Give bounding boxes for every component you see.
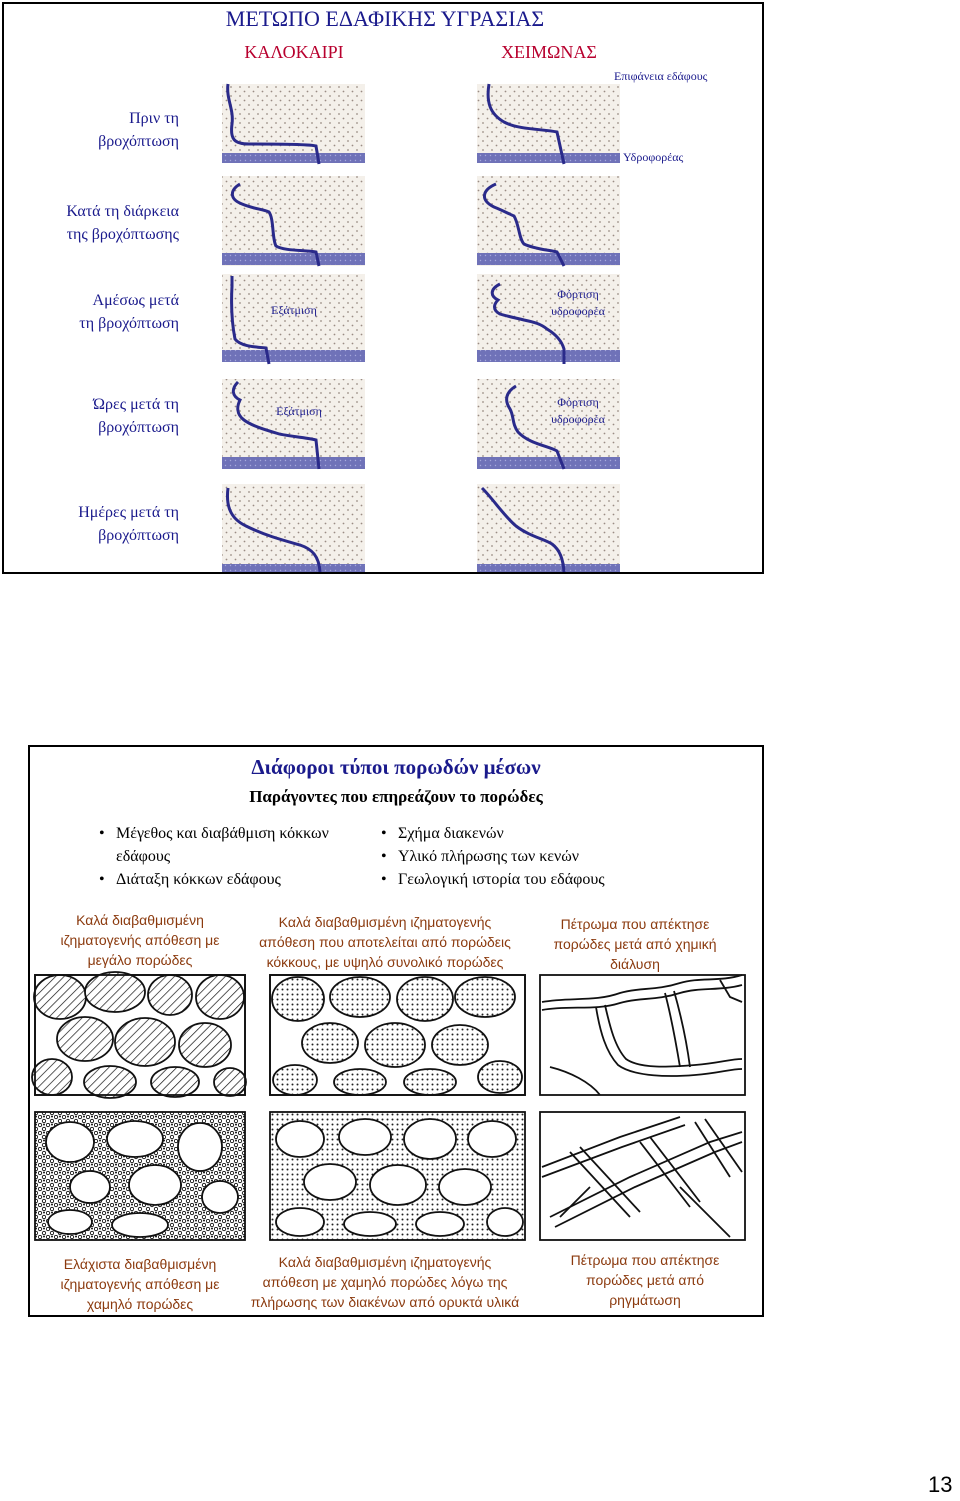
caption-line: διάλυση [610, 956, 660, 972]
caption-line: ιζηματογενής απόθεση με [60, 932, 220, 948]
profile-winter-before [477, 84, 620, 164]
caption-line: κόκκους, με υψηλό συνολικό πορώδες [266, 954, 504, 970]
legend-soil-surface: Επιφάνεια εδάφους [614, 69, 708, 83]
drawing-poorly-sorted-low-porosity [35, 1112, 245, 1240]
caption-poorly-sorted [30, 1254, 250, 1314]
caption-mineral-filled [235, 1252, 535, 1312]
caption-line: απόθεση με χαμηλό πορώδες λόγω της [262, 1274, 508, 1290]
page-number: 13 [928, 1472, 953, 1497]
row-label-line: Αμέσως μετά [92, 292, 179, 309]
slide2-title: Διάφοροι τύποι πορωδών μέσων [251, 755, 541, 779]
profile-summer-hours-after [222, 379, 365, 469]
bullet-item: • Γεωλογική ιστορία του εδάφους [378, 868, 678, 891]
drawing-cemented-low-porosity [270, 1112, 525, 1240]
label-evaporation-row4: Εξάτμιση [276, 404, 322, 418]
caption-line: πλήρωσης των διακένων από ορυκτά υλικά [250, 1294, 520, 1310]
profile-summer-days-after [222, 484, 365, 572]
slide-porous-media-types [28, 745, 764, 1317]
profile-winter-days-after [477, 484, 620, 572]
drawing-porous-grains [270, 975, 525, 1095]
caption-line: ιζηματογενής απόθεση με [60, 1276, 220, 1292]
row-label-line: της βροχόπτωσης [66, 226, 179, 243]
label-aquifer-recharge-row3 [538, 286, 618, 320]
profile-summer-during [222, 176, 365, 266]
profile-summer-before [222, 84, 365, 164]
drawing-fracture-porosity [540, 1112, 745, 1240]
caption-line: μεγάλο πορώδες [87, 952, 193, 968]
row-label-line: βροχόπτωση [98, 419, 179, 436]
bullet-item: • Σχήμα διακενών [378, 822, 678, 845]
caption-line: χαμηλό πορώδες [86, 1296, 194, 1312]
moisture-profiles-diagram [4, 4, 762, 572]
caption-line: Ελάχιστα διαβαθμισμένη [63, 1256, 217, 1272]
bullet-item: • Διάταξη κόκκων εδάφους [96, 868, 346, 891]
row-label-line: βροχόπτωση [98, 527, 179, 544]
label-line: υδροφορέα [551, 304, 605, 318]
slide1-title: ΜΕΤΩΠΟ ΕΔΑΦΙΚΗΣ ΥΓΡΑΣΙΑΣ [225, 6, 545, 31]
label-line: Φόρτιση [557, 395, 599, 409]
porous-media-drawings [30, 747, 762, 1315]
summer-heading: ΚΑΛΟΚΑΙΡΙ [244, 42, 344, 62]
bullet-item: • Υλικό πλήρωσης των κενών [378, 845, 678, 868]
label-line: υδροφορέα [551, 412, 605, 426]
caption-line: Πέτρωμα που απέκτησε [570, 1252, 720, 1268]
row-label-line: Ώρες μετά τη [93, 396, 179, 413]
slide2-subtitle: Παράγοντες που επηρεάζουν το πορώδες [249, 787, 543, 806]
caption-line: απόθεση που αποτελείται από πορώδεις [259, 934, 511, 950]
label-line: Φόρτιση [557, 287, 599, 301]
drawing-dissolution-porosity [540, 975, 745, 1095]
drawing-well-sorted-high-porosity [32, 972, 246, 1098]
bullet-item: • Μέγεθος και διαβάθμιση κόκκων εδάφους [96, 822, 346, 868]
row-label-line: Πριν τη [129, 110, 179, 127]
row-label-line: βροχόπτωση [98, 133, 179, 150]
winter-heading: ΧΕΙΜΩΝΑΣ [501, 42, 597, 62]
label-evaporation-row3: Εξάτμιση [271, 303, 317, 317]
legend-aquifer: Υδροφορέας [623, 150, 684, 164]
caption-line: πορώδες μετά από [586, 1272, 704, 1288]
caption-line: πορώδες μετά από χημική [553, 936, 717, 952]
label-aquifer-recharge-row4 [538, 394, 618, 428]
caption-fracture [545, 1250, 745, 1310]
caption-line: Καλά διαβαθμισμένη ιζηματογενής [278, 1254, 492, 1270]
caption-line: Πέτρωμα που απέκτησε [560, 916, 710, 932]
row-label-line: Κατά τη διάρκεια [66, 203, 179, 220]
profile-winter-during [477, 176, 620, 266]
row-label-line: τη βροχόπτωση [79, 315, 179, 332]
profile-summer-right-after [222, 274, 365, 364]
slide-soil-moisture-front [2, 2, 764, 574]
caption-line: ρηγμάτωση [609, 1292, 681, 1308]
caption-line: Καλά διαβαθμισμένη ιζηματογενής [278, 914, 492, 930]
row-label-line: Ημέρες μετά τη [78, 504, 179, 521]
caption-line: Καλά διαβαθμισμένη [76, 912, 204, 928]
